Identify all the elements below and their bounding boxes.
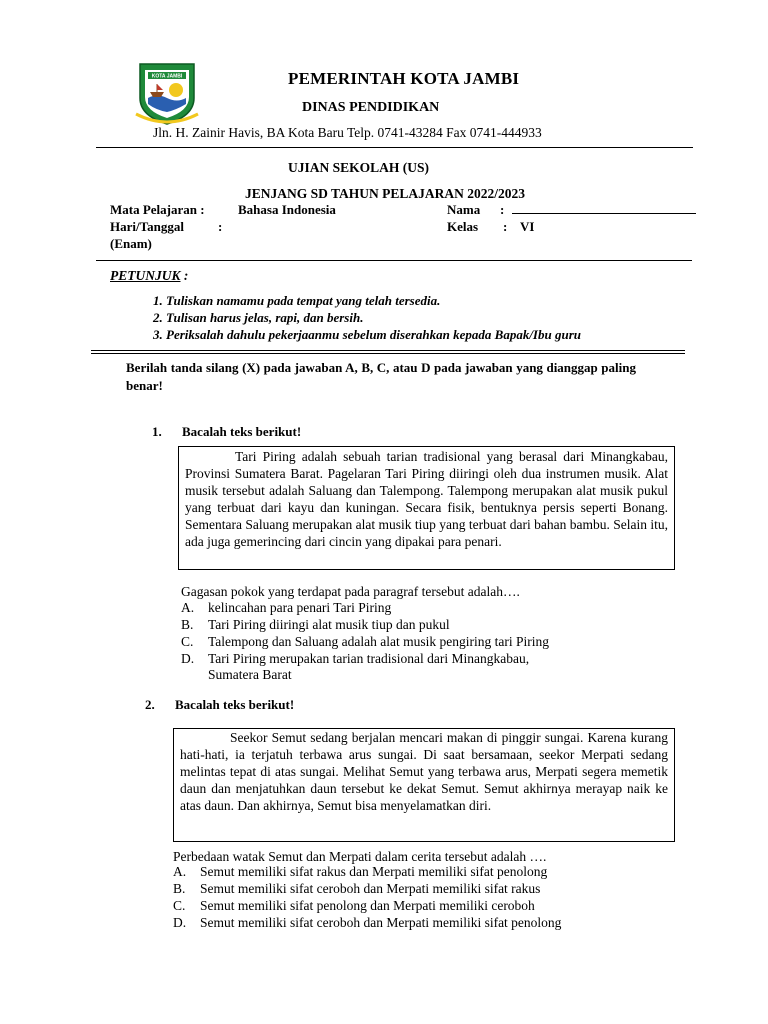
exam-subtitle: JENJANG SD TAHUN PELAJARAN 2022/2023 <box>245 186 526 201</box>
section-divider <box>91 350 685 351</box>
question-2-prompt: Perbedaan watak Semut dan Merpati dalam cerita tersebut adalah …. <box>173 849 547 864</box>
question-2-option-d[interactable]: D. Semut memiliki sifat ceroboh dan Merpati memiliki sifat penolong <box>173 915 562 930</box>
question-1-option-a[interactable]: A. kelincahan para penari Tari Piring <box>181 600 392 615</box>
question-1-option-d[interactable]: D. Tari Piring merupakan tarian tradisional dari Minangkabau, Sumatera Barat <box>181 651 530 682</box>
question-2-heading: 2. Bacalah teks berikut! <box>145 697 295 712</box>
subject-label: Mata Pelajaran : <box>110 202 205 217</box>
answer-directive: Berilah tanda silang (X) pada jawaban A, B, C, atau D pada jawaban yang dianggap paling benar! <box>126 360 636 393</box>
subject-value: Bahasa Indonesia <box>238 202 336 217</box>
question-1-prompt: Gagasan pokok yang terdapat pada paragraf tersebut adalah…. <box>181 584 520 599</box>
class-colon: : <box>503 219 508 234</box>
date-label: Hari/Tanggal <box>110 219 184 234</box>
question-1-heading: 1. Bacalah teks berikut! <box>152 424 302 439</box>
header-divider <box>96 147 693 148</box>
question-2-option-c[interactable]: C. Semut memiliki sifat penolong dan Merpati memiliki ceroboh <box>173 898 535 913</box>
government-title: PEMERINTAH KOTA JAMBI <box>288 69 520 88</box>
instruction-item: 2. Tulisan harus jelas, rapi, dan bersih. <box>153 310 364 325</box>
section-divider <box>91 353 685 354</box>
class-note: (Enam) <box>110 236 152 251</box>
department-name: DINAS PENDIDIKAN <box>302 100 440 115</box>
name-colon: : <box>500 202 505 217</box>
question-1-option-c[interactable]: C. Talempong dan Saluang adalah alat musik pengiring tari Piring <box>181 634 549 649</box>
date-colon: : <box>218 219 223 234</box>
class-label: Kelas <box>447 219 479 234</box>
instructions-heading: PETUNJUK : <box>110 268 189 283</box>
instruction-item: 1. Tuliskan namamu pada tempat yang telah tersedia. <box>153 293 441 308</box>
logo-text: KOTA JAMBI <box>151 73 183 80</box>
instruction-item: 3. Periksalah dahulu pekerjaanmu sebelum diserahkan kepada Bapak/Ibu guru <box>153 327 581 342</box>
question-2-option-b[interactable]: B. Semut memiliki sifat ceroboh dan Merpati memiliki sifat rakus <box>173 881 541 896</box>
name-blank-line[interactable] <box>512 213 696 214</box>
city-emblem-icon <box>134 60 200 126</box>
class-value: VI <box>520 219 535 234</box>
question-1-option-b[interactable]: B. Tari Piring diiringi alat musik tiup dan pukul <box>181 617 450 632</box>
name-label: Nama <box>447 202 481 217</box>
info-divider <box>96 260 692 261</box>
office-address: Jln. H. Zainir Havis, BA Kota Baru Telp. 0741-43284 Fax 0741-444933 <box>153 125 542 140</box>
exam-title: UJIAN SEKOLAH (US) <box>288 160 430 175</box>
question-2-passage: Seekor Semut sedang berjalan mencari makan di pinggir sungai. Karena kurang hati-hati, ia terjatuh terbawa arus sungai. Di saat bersamaan, seekor Merpati sedang melintas tepat di atas sungai. Melihat Semut yang terbawa arus, Merpati segera memetik daun dan menjatuhkan daun tersebut ke dekat Semut. Semut akhirnya merayap naik ke atas daun. Dan akhirnya, Semut bisa menyelamatkan diri. <box>173 728 675 842</box>
question-2-option-a[interactable]: A. Semut memiliki sifat rakus dan Merpati memiliki sifat penolong <box>173 864 548 879</box>
question-1-passage: Tari Piring adalah sebuah tarian tradisional yang berasal dari Minangkabau, Provinsi Sumatera Barat. Pagelaran Tari Piring diiringi oleh dua instrumen musik. Alat musik tersebut adalah Saluang dan Talempong. Talempong merupakan alat musik pukul yang terbuat dari kayu dan kuningan. Secara fisik, bentuknya persis seperti Bonang. Sementara Saluang merupakan alat musik tiup yang terbuat dari bahan bambu. Selain itu, ada juga gemerincing dari cincin yang dipakai para penari. <box>178 446 675 570</box>
